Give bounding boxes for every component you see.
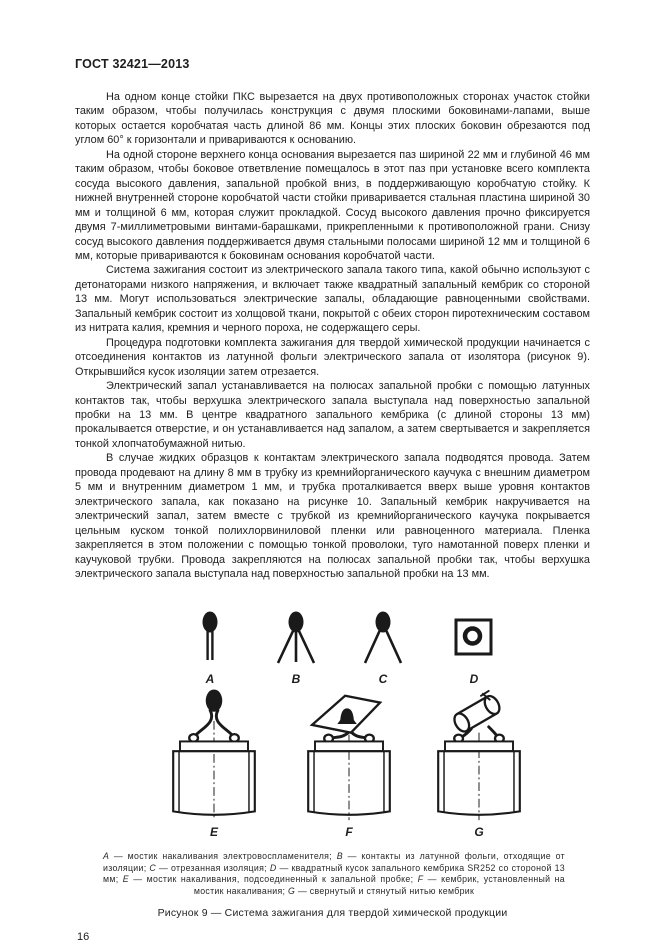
caption-letter: G: [288, 885, 296, 896]
figure-g: [429, 688, 529, 838]
figure-9: [75, 611, 590, 843]
rolled-kembrik-drawing: [429, 688, 529, 824]
paragraph: На одном конце стойки ПКС вырезается на двух противоположных сторонах участок стойки таким образом, чтобы получилась конструкция с двумя плоскими боковинами-лапами, выше которых остается коробчатая часть длиной 86 мм. Концы этих плоских боковин обрезаются под углом 60° к горизонтали и привариваются к основанию.: [75, 91, 590, 147]
caption-letter: E: [122, 874, 129, 885]
document-title: ГОСТ 32421—2013: [75, 57, 190, 71]
caption-text: — кембрик, установленный на мостик накаливания;: [193, 874, 566, 896]
paragraph: На одной стороне верхнего конца основания вырезается паз шириной 22 мм и глубиной 46 мм таким образом, чтобы боковое ответвление помещалось в этот паз при установке всего комплекта сосуда высокого давления, запальной пробкой вниз, в поддерживающую коробчатую стойку. К нижней внутренней стороне коробчатой части стойки приваривается стальная пластина шириной 30 мм и толщиной 6 мм, которая служит прокладкой. Сосуд высокого давления прочно фиксируется двумя 7-миллиметровыми винтами-барашками, прикрепленными к противоположной грани. Снизу сосуд высокого давления поддерживается двумя стальными полосами шириной 12 мм и толщиной 6 мм, которые привариваются к боковинам основания коробчатой части.: [75, 148, 590, 262]
figure-e: [164, 688, 264, 838]
figure-f-label: F: [345, 825, 353, 840]
foil-contacts-drawing: [271, 611, 321, 669]
figure-caption: [103, 851, 565, 897]
caption-text: — мостик накаливания, подсоединенный к запальной пробке;: [128, 874, 418, 885]
figure-g-label: G: [474, 825, 484, 840]
caption-text: — отрезанная изоляция;: [156, 862, 270, 873]
paragraph: Процедура подготовки комплекта зажигания для твердой химической продукции начинается с отсоединения контактов из латунной фольги электрического запала от изолятора (рисунок 9). Открывшийся кусок изоляции затем отрезается.: [75, 336, 590, 378]
figure-b: [271, 611, 321, 685]
figure-f: [299, 688, 399, 838]
page-number: 16: [77, 931, 90, 943]
figure-e-label: E: [209, 825, 218, 840]
caption-text: — мостик накаливания электровоспламенителя;: [109, 851, 337, 862]
caption-letter: F: [417, 874, 424, 885]
kembrik-on-bridge-drawing: [299, 688, 399, 824]
figure-b-label: B: [291, 672, 301, 687]
figure-d-label: D: [469, 672, 479, 687]
caption-text: — контакты из латунной фольги, отходящие от изоляции;: [103, 851, 565, 873]
body-text: [75, 90, 590, 581]
square-kembrik-drawing: [449, 611, 499, 669]
figure-a-label: A: [205, 672, 215, 687]
caption-letter: A: [103, 851, 110, 862]
figure-a: [185, 611, 235, 685]
cut-insulation-drawing: [358, 611, 408, 669]
paragraph: Электрический запал устанавливается на полюсах запальной пробки с помощью латунных контактов так, чтобы верхушка электрического запала выступала над поверхностью запальной пробки на 13 мм. В центре квадратного запального кембрика (с длиной стороны 13 мм) прокалывается отверстие, и он устанавливается над запалом, а затем свертывается и закрепляется тонкой хлопчатобумажной нитью.: [75, 380, 590, 450]
figure-c: [358, 611, 408, 685]
figure-title: Рисунок 9 — Система зажигания для твердой химической продукции: [157, 907, 508, 920]
caption-text: — свернутый и стянутый нитью кембрик: [295, 885, 475, 896]
paragraph: В случае жидких образцов к контактам электрического запала подводятся провода. Затем провода продевают на длину 8 мм в трубку из кремнийорганического каучука с внешним диаметром 5 мм и внутренним диаметром 1 мм, и трубка проталкивается вверх выше уровня контактов электрического запала, как показано на рисунке 10. Запальный кембрик накручивается на электрический запал, затем вместе с трубкой из кремнийорганического каучука покрывается цельным куском тонкой полихлорвиниловой пленки или равноценного материала. Пленка закрепляется в этом положении с помощью тонкой проволоки, туго намотанной поверх пленки и каучуковой трубки. Провода закрепляются на полюсах запальной пробки так, чтобы верхушка электрического запала выступала над поверхностью запальной пробки на 13 мм.: [75, 452, 590, 580]
paragraph: Система зажигания состоит из электрического запала такого типа, какой обычно используют с детонаторами низкого напряжения, и включает также квадратный запальный кембрик со стороной 13 мм. Могут использоваться электрические запалы, обладающие равноценными свойствами. Запальный кембрик состоит из холщовой ткани, покрытой с обеих сторон пиротехническим составом из нитрата калия, кремния и черного пороха, не содержащего серы.: [75, 264, 590, 335]
caption-letter: C: [149, 862, 157, 873]
bridge-on-plug-drawing: [164, 688, 264, 824]
figure-d: [449, 611, 499, 685]
caption-letter: B: [336, 851, 343, 862]
caption-letter: D: [269, 862, 277, 873]
figure-c-label: C: [378, 672, 388, 687]
igniter-bridge-drawing: [185, 611, 235, 669]
caption-text: — квадратный кусок запального кембрика SR252 со стороной 13 мм;: [103, 862, 566, 885]
